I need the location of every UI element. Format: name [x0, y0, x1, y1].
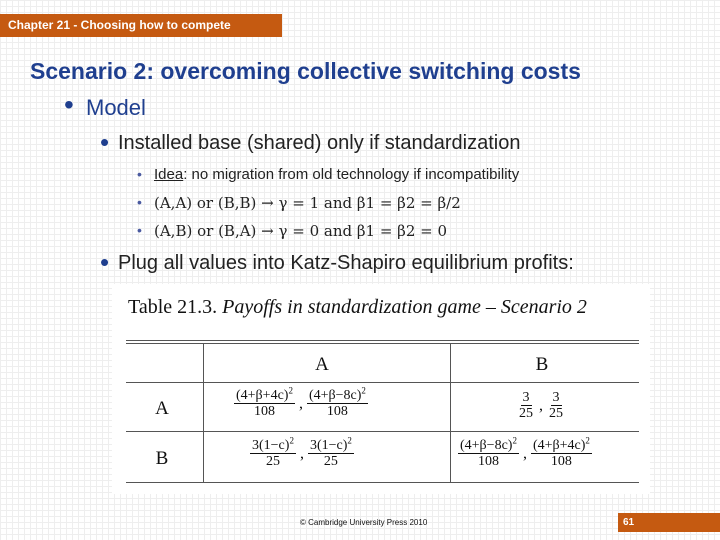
table-vline-2	[450, 343, 451, 482]
payoff-cell-aa: $\frac{(4+\beta+4c)^2}{108}$ , $\frac{(4+\beta-8c)^2}{108}$	[236, 385, 366, 419]
table-caption	[128, 296, 587, 319]
table-rule-bottom	[126, 482, 639, 483]
idea-text: : no migration from old technology if incompatibility	[183, 166, 520, 183]
bullet-dot-icon: •	[100, 127, 110, 157]
copyright-notice: © Cambridge University Press 2010	[300, 518, 428, 527]
slide-title: Scenario 2: overcoming collective switching costs	[30, 58, 581, 84]
bullet-dot-icon: •	[100, 247, 110, 277]
bullet-installed-base-label: Installed base (shared) only if standardization	[118, 132, 521, 154]
sub-bullet-dot-icon: •	[137, 222, 142, 238]
table-caption-title: Payoffs in standardization game – Scenario 2	[222, 296, 587, 318]
bullet-installed-base	[100, 127, 521, 157]
case-incompatible-text: (A,B) or (B,A) → γ = 0 and β1 = β2 = 0	[154, 222, 448, 240]
sub-bullet-case-standard	[137, 194, 461, 212]
case-standard-text: (A,A) or (B,B) → γ = 1 and β1 = β2 = β/2	[154, 194, 461, 212]
sub-bullet-dot-icon: •	[137, 166, 142, 182]
bullet-dot-icon: •	[64, 89, 74, 120]
table-caption-prefix: Table 21.3.	[128, 296, 218, 318]
bullet-model-label: Model	[86, 95, 146, 120]
bullet-model	[64, 89, 146, 121]
col-header-a: A	[315, 354, 329, 375]
payoff-table	[112, 284, 650, 494]
idea-label: Idea	[154, 166, 184, 183]
bullet-plug-values-label: Plug all values into Katz-Shapiro equilibrium profits:	[118, 252, 574, 274]
row-header-b: B	[155, 448, 169, 469]
col-header-b: B	[535, 354, 549, 375]
payoff-cell-ba: $\frac{3(1-c)^2}{25}$ , $\frac{3(1-c)^2}{25}$	[252, 435, 352, 469]
payoff-cell-ab: $\frac{3}{25}$ , $\frac{3}{25}$	[519, 390, 563, 421]
bullet-plug-values	[100, 247, 574, 277]
row-header-a: A	[155, 398, 169, 419]
chapter-header: Chapter 21 - Choosing how to compete	[0, 14, 282, 37]
table-rule-top	[126, 340, 639, 341]
table-vline-1	[203, 343, 204, 482]
sub-bullet-dot-icon: •	[137, 194, 142, 210]
page-number: 61	[618, 513, 720, 532]
sub-bullet-idea	[137, 166, 520, 183]
payoff-cell-bb: $\frac{(4+\beta-8c)^2}{108}$ , $\frac{(4+\beta+4c)^2}{108}$	[460, 435, 590, 469]
sub-bullet-case-incompatible	[137, 222, 448, 240]
